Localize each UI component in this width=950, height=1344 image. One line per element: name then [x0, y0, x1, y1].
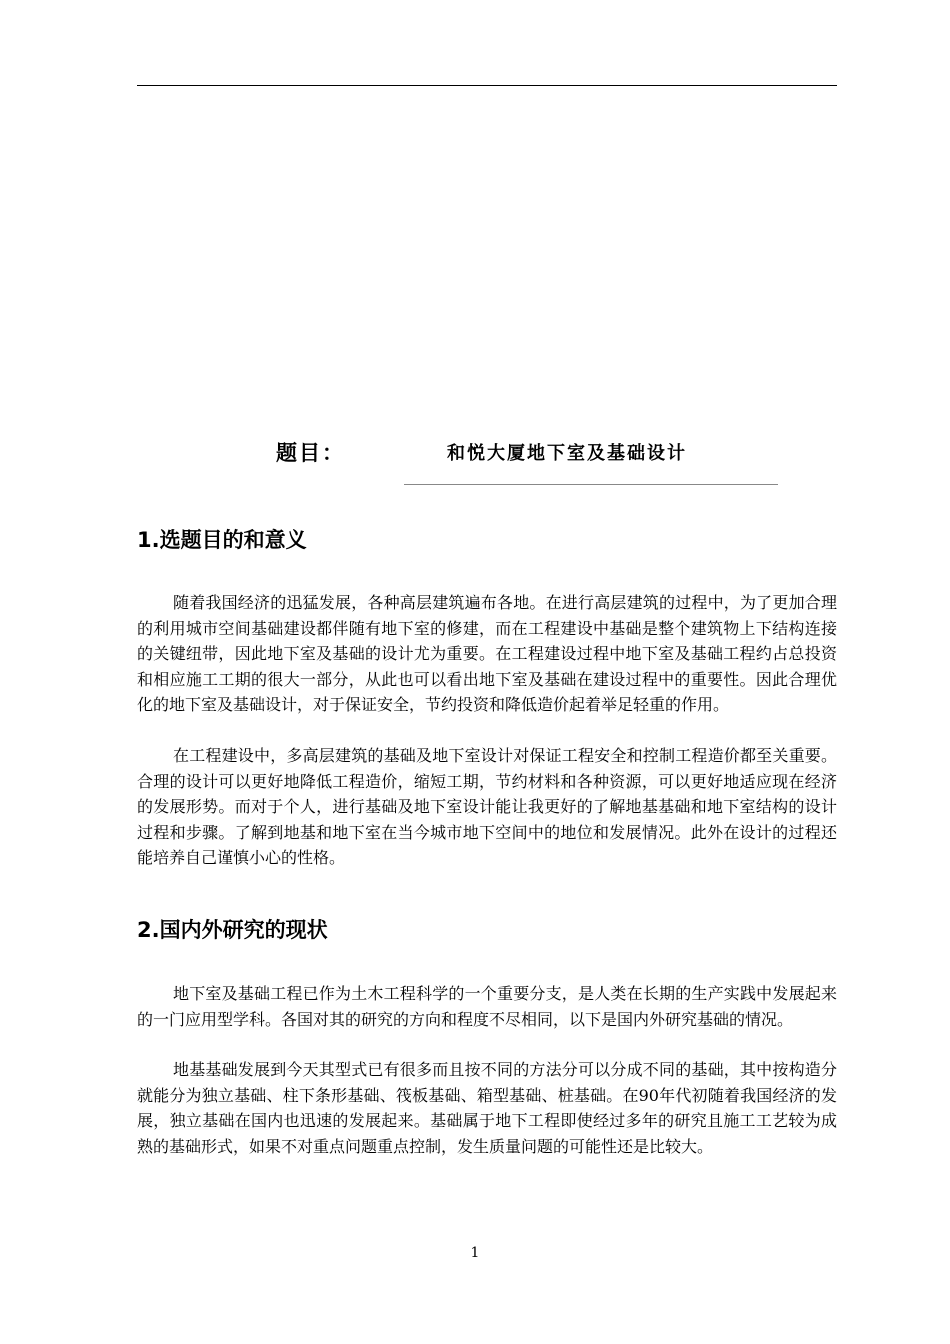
- section-1-paragraph-2: 在工程建设中，多高层建筑的基础及地下室设计对保证工程安全和控制工程造价都至关重要。合理的设计可以更好地降低工程造价，缩短工期，节约材料和各种资源，可以更好地适应现在经济的发展形势。而对于个人，进行基础及地下室设计能让我更好的了解地基基础和地下室结构的设计过程和步骤。了解到地基和地下室在当今城市地下空间中的地位和发展情况。此外在设计的过程还能培养自己谨慎小心的性格。: [137, 746, 837, 868]
- title-underline: [404, 484, 778, 485]
- page-number: 1: [470, 1245, 480, 1261]
- section-2-paragraph-2: 地基基础发展到今天其型式已有很多而且按不同的方法分可以分成不同的基础，其中按构造分就能分为独立基础、柱下条形基础、筏板基础、箱型基础、桩基础。在90年代初随着我国经济的发展，独立基础在国内也迅速的发展起来。基础属于地下工程即使经过多年的研究且施工工艺较为成熟的基础形式，如果不对重点问题重点控制，发生质量问题的可能性还是比较大。: [137, 1060, 837, 1156]
- document-title: 和悦大厦地下室及基础设计: [447, 443, 687, 464]
- header-rule: [137, 85, 837, 86]
- section-2-paragraph-1: 地下室及基础工程已作为土木工程科学的一个重要分支，是人类在长期的生产实践中发展起来的一门应用型学科。各国对其的研究的方向和程度不尽相同，以下是国内外研究基础的情况。: [137, 984, 837, 1029]
- section-2-heading: 2.国内外研究的现状: [137, 918, 328, 942]
- section-1-heading: 1.选题目的和意义: [137, 528, 307, 552]
- title-label: 题目：: [276, 441, 345, 465]
- section-1-paragraph-1: 随着我国经济的迅猛发展，各种高层建筑遍布各地。在进行高层建筑的过程中，为了更加合理的利用城市空间基础建设都伴随有地下室的修建，而在工程建设中基础是整个建筑物上下结构连接的关键纽带，因此地下室及基础的设计尤为重要。在工程建设过程中地下室及基础工程约占总投资和相应施工工期的很大一部分，从此也可以看出地下室及基础在建设过程中的重要性。因此合理优化的地下室及基础设计，对于保证安全，节约投资和降低造价起着举足轻重的作用。: [137, 593, 837, 715]
